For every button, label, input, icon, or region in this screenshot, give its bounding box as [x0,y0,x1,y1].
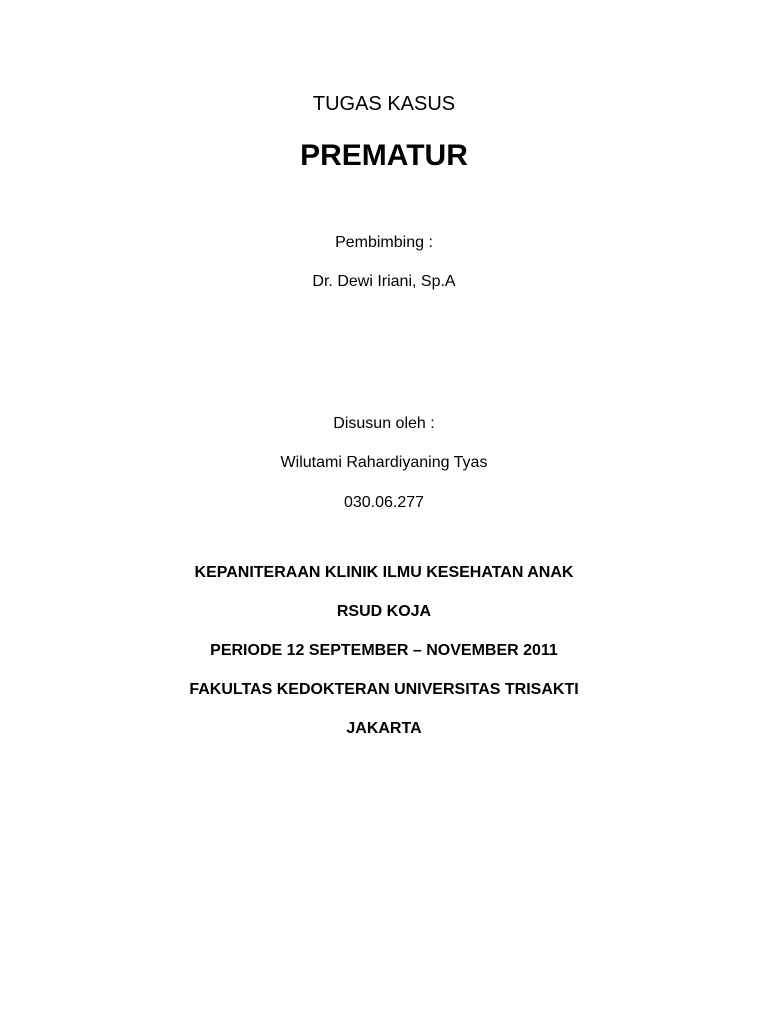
author-id: 030.06.277 [343,494,425,511]
document-type: TUGAS KASUS [312,93,456,115]
author-name: Wilutami Rahardiyaning Tyas [280,454,488,471]
institution-line-faculty: FAKULTAS KEDOKTERAN UNIVERSITAS TRISAKTI [189,681,579,698]
institution-line-period: PERIODE 12 SEPTEMBER – NOVEMBER 2011 [210,642,558,659]
document-title: PREMATUR [300,139,468,172]
supervisor-label: Pembimbing : [335,234,433,251]
author-label: Disusun oleh : [333,415,435,432]
institution-line-city: JAKARTA [346,720,422,737]
institution-line-program: KEPANITERAAN KLINIK ILMU KESEHATAN ANAK [194,564,574,581]
institution-line-hospital: RSUD KOJA [336,603,432,620]
supervisor-name: Dr. Dewi Iriani, Sp.A [312,273,456,290]
